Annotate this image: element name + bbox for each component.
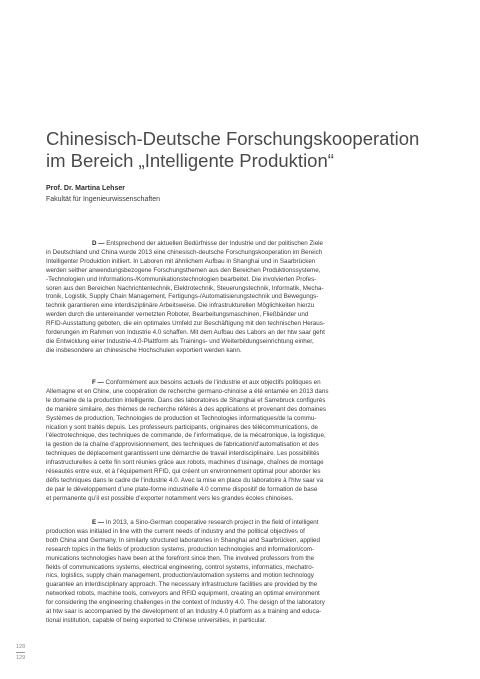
title-line: Chinesisch-Deutsche Forschungskooperation — [46, 128, 420, 149]
text-line: munications technologies have been at the forefront since then. The involved professors from the — [46, 554, 315, 562]
text-line: réseautés entre eux, et à l’équipement RFID, qui créent un environnement optimal pour aborder les — [46, 468, 321, 476]
text-line — [46, 379, 428, 388]
text-line: Allemagne et en Chine, une coopération de recherche germano-chinoise a été entamée en 2013 dans — [46, 387, 329, 395]
text-line: l’électrotechnique, des techniques de commande, de l’informatique, de la mécatronique, la logistique, — [46, 432, 326, 440]
text-line: -Technologien und Informations-/Kommunikationstechnologien bearbeitet. Die involvierten Profes- — [46, 275, 317, 283]
text-line: for considering the engineering challenges in the context of Industry 4.0. The design of the laboratory — [46, 599, 325, 607]
text-line: at htw saar is accompanied by the development of an Industry 4.0 platform as a training and educa- — [46, 608, 322, 616]
text-line: werden seither anwendungsbezogene Forschungsthemen aus den Bereichen Produktionssysteme, — [46, 266, 321, 274]
text-line — [46, 519, 428, 528]
text-line: de pair le développement d’une plate-forme industrielle 4.0 comme dispositif de formation de base — [46, 485, 318, 493]
language-label: E — — [92, 519, 105, 526]
text-line: die Entwicklung einer Industrie-4.0-Plattform als Trainings- und Weiterbildungseinrichtung einher, — [46, 337, 314, 345]
text-line: both China and Germany. In similarly structured laboratories in Shanghai and Saarbrücken, applied — [46, 536, 320, 544]
language-label: F — — [92, 379, 104, 386]
text-line — [46, 240, 428, 249]
text-line-content: Conformément aux besoins actuels de l’industrie et aux objectifs politiques en — [103, 379, 321, 386]
text-line: et permanente qu’il est possible d’exporter notamment vers les grandes écoles chinoises. — [46, 494, 294, 502]
page-number-right: 129 — [16, 655, 26, 661]
text-line: techniques de déplacement garantissent une démarche de travail interdisciplinaire. Les possibilités — [46, 450, 320, 458]
text-line: défis techniques dans le cadre de l’industrie 4.0. Avec la mise en place du laboratoire à l’htw saar va — [46, 476, 324, 484]
text-line: die insbesondere an chinesische Hochschulen exportiert werden kann. — [46, 346, 242, 354]
text-line: in Deutschland und China wurde 2013 eine chinesisch-deutsche Forschungskooperation im Bereich — [46, 248, 323, 256]
text-line: research topics in the fields of production systems, production technologies and information/com- — [46, 545, 315, 553]
text-line-content: Entsprechend der aktuellen Bedürfnisse der Industrie und der politischen Ziele — [104, 240, 324, 247]
text-line: soren aus den Bereichen Nachrichtentechnik, Elektrotechnik, Steuerungstechnik, Informatik, Mecha- — [46, 284, 324, 292]
section-german — [46, 240, 428, 356]
section-english — [46, 519, 428, 626]
page-number-divider — [16, 652, 25, 653]
language-label: D — — [92, 240, 105, 247]
text-line: RFID-Ausstattung geboten, die ein optimales Umfeld zur Beschäftigung mit den technischen Heraus- — [46, 320, 325, 328]
text-line: networked robots, machine tools, conveyors and RFID equipment, creating an optimal environment — [46, 590, 320, 598]
text-line: forderungen im Rahmen von Industrie 4.0 schaffen. Mit dem Aufbau des Labors an der htw saar geht — [46, 329, 325, 337]
text-line: le domaine de la production intelligente. Dans des laboratoires de Shanghai et Sarrebruck configurés — [46, 396, 326, 404]
text-line: production was initiated in line with the current needs of industry and the political objectives of — [46, 527, 305, 535]
text-line: werden durch die untereinander vernetzten Roboter, Bearbeitungsmaschinen, Fließbänder und — [46, 311, 309, 319]
title-line: im Bereich „Intelligente Produktion“ — [46, 150, 334, 171]
text-line: tronik, Logistik, Supply Chain Management, Fertigungs-/Automatisierungstechnik und Bewegungs- — [46, 293, 319, 301]
author-name: Prof. Dr. Martina Lehser — [46, 185, 125, 192]
page-number-left: 128 — [16, 644, 26, 650]
text-line: de manière similaire, des thèmes de recherche référés à des applications et provenant des domaines — [46, 405, 327, 413]
text-line: infrastructurelles à cette fin sont réunies grâce aux robots, machines d’usinage, chaînes de montage — [46, 459, 324, 467]
text-line: nics, logistics, supply chain management, production/automation systems and motion technology — [46, 572, 314, 580]
text-line: fields of communications systems, electrical engineering, control systems, informatics, mechatro- — [46, 563, 314, 571]
text-line: Systèmes de production, Technologies de production et Technologies informatiques/de la commu- — [46, 414, 317, 422]
text-line: nication y sont traités depuis. Les professeurs participants, originaires des télécommunications, de — [46, 423, 319, 431]
section-french — [46, 379, 428, 504]
text-line: la gestion de la chaîne d’approvisionnement, des techniques de fabrication/d’automatisation et des — [46, 441, 319, 449]
text-line: tional institution, capable of being exported to Chinese universities, in particular. — [46, 616, 267, 624]
text-line: technik garantieren eine interdisziplinäre Arbeitsweise. Die infrastrukturellen Möglichkeiten hierzu — [46, 302, 315, 310]
text-line-content: In 2013, a Sino-German cooperative research project in the field of intelligent — [104, 519, 319, 526]
author-affiliation: Fakultät für Ingenieurwissenschaften — [46, 196, 161, 203]
text-line: Intelligenter Produktion initiiert. In Laboren mit ähnlichem Aufbau in Shanghai und in Saarbrücken — [46, 257, 316, 265]
text-line: guarantee an interdisciplinary approach. The necessary infrastructure facilities are provided by the — [46, 581, 318, 589]
article-title — [46, 128, 466, 172]
